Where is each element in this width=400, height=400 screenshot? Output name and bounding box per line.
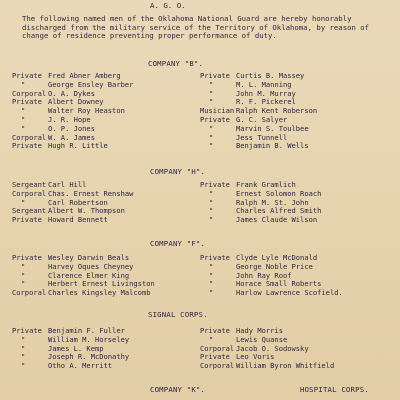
- roster-name: Jess Tunnell: [236, 132, 288, 142]
- roster-rank: Private: [12, 215, 42, 225]
- roster-name: Ralph M. St. John: [236, 197, 309, 207]
- roster-name: Leo Voris: [236, 352, 275, 362]
- roster-name: Hugh R. Little: [48, 141, 108, 151]
- roster-rank: Corporal: [200, 343, 235, 353]
- roster-rank: ": [21, 343, 26, 353]
- roster-name: Benjamin F. Fuller: [48, 326, 125, 335]
- roster-name: Herbert Ernest Livingston: [48, 279, 155, 289]
- roster-name: O. A. Dykes: [48, 88, 95, 98]
- roster-name: Carl Hill: [48, 180, 87, 189]
- section-title-company-f: COMPANY "F".: [150, 239, 206, 248]
- roster-rank: ": [209, 288, 214, 298]
- roster-row: [12, 216, 133, 225]
- roster-name: Albert Downey: [48, 97, 104, 107]
- roster-name: Harlow Lawrence Scofield.: [236, 288, 343, 298]
- roster-name: John Ray Roof: [236, 270, 292, 280]
- roster-rank: ": [209, 88, 214, 98]
- roster-rank: Private: [12, 253, 42, 262]
- roster-name: Albert W. Thompson: [48, 206, 125, 216]
- roster-name: O. P. Jones: [48, 123, 95, 133]
- company-f-right-column: [200, 254, 343, 298]
- roster-name: Ralph Kent Roberson: [236, 106, 318, 116]
- roster-name: Curtis B. Massey: [236, 71, 305, 80]
- roster-rank: Private: [12, 141, 42, 151]
- roster-rank: ": [21, 270, 26, 280]
- section-title-company-k: COMPANY "K".: [150, 385, 206, 394]
- roster-rank: ": [209, 279, 214, 289]
- roster-rank: Corporal: [12, 288, 47, 298]
- roster-rank: ": [209, 215, 214, 225]
- roster-name: George Ensley Barber: [48, 79, 134, 89]
- roster-name: George Noble Price: [236, 261, 313, 271]
- section-title-signal-corps: SIGNAL CORPS.: [148, 310, 208, 319]
- section-title-company-b: COMPANY "B".: [148, 59, 204, 68]
- roster-name: Harvey Oques Cheyney: [48, 261, 134, 271]
- roster-name: Hady Morris: [236, 326, 283, 335]
- roster-name: G. C. Salyer: [236, 114, 288, 124]
- roster-rank: ": [21, 279, 26, 289]
- roster-name: James Claude Wilson: [236, 215, 318, 225]
- roster-name: William M. Horseley: [48, 334, 130, 344]
- company-b-right-column: [200, 72, 317, 151]
- signal-corps-left-column: [12, 327, 129, 371]
- roster-rank: Private: [200, 114, 230, 124]
- roster-name: James L. Kemp: [48, 343, 104, 353]
- roster-rank: Private: [12, 71, 42, 80]
- header-reference: A. G. O.: [150, 1, 186, 10]
- roster-name: Ernest Solomon Roach: [236, 188, 322, 198]
- roster-rank: ": [209, 79, 214, 89]
- roster-name: Clyde Lyle McDonald: [236, 253, 318, 262]
- roster-rank: Sergeant: [12, 180, 47, 189]
- roster-rank: ": [209, 206, 214, 216]
- roster-name: Chas. Ernest Renshaw: [48, 188, 134, 198]
- roster-row: [200, 362, 334, 371]
- roster-name: Charles Alfred Smith: [236, 206, 322, 216]
- roster-rank: Sergeant: [12, 206, 47, 216]
- roster-row: [200, 142, 317, 151]
- roster-row: [12, 289, 155, 298]
- roster-name: John M. Murray: [236, 88, 296, 98]
- roster-name: Howard Bennett: [48, 215, 108, 225]
- roster-rank: ": [209, 261, 214, 271]
- roster-rank: Corporal: [12, 132, 47, 142]
- roster-rank: ": [21, 261, 26, 271]
- roster-rank: Private: [12, 97, 42, 107]
- roster-name: Charles Kingsley Malcomb: [48, 288, 151, 298]
- roster-rank: Corporal: [200, 361, 235, 371]
- roster-rank: Private: [200, 253, 230, 262]
- roster-name: Joseph R. McDonathy: [48, 352, 130, 362]
- section-title-hospital-corps: HOSPITAL CORPS.: [300, 385, 369, 394]
- roster-rank: Private: [200, 180, 230, 189]
- roster-row: [12, 362, 129, 371]
- roster-name: J. R. Hope: [48, 114, 91, 124]
- roster-name: Fred Abner Amberg: [48, 71, 121, 80]
- roster-rank: ": [209, 97, 214, 107]
- roster-rank: ": [209, 132, 214, 142]
- roster-rank: ": [21, 123, 26, 133]
- roster-rank: ": [21, 114, 26, 124]
- roster-name: Horace Small Roberts: [236, 279, 322, 289]
- roster-rank: ": [209, 141, 214, 151]
- roster-name: Frank Gramlich: [236, 180, 296, 189]
- roster-rank: ": [21, 79, 26, 89]
- roster-rank: ": [209, 334, 214, 344]
- signal-corps-right-column: [200, 327, 334, 371]
- company-h-right-column: [200, 181, 321, 225]
- roster-rank: Private: [200, 71, 230, 80]
- roster-name: Otho A. Merritt: [48, 361, 113, 371]
- roster-name: Lewis Quanse: [236, 334, 288, 344]
- roster-name: William Byron Whitfield: [236, 361, 335, 371]
- roster-name: Carl Robertson: [48, 197, 108, 207]
- roster-name: Benjamin B. Wells: [236, 141, 309, 151]
- roster-name: Wesley Darwin Beals: [48, 253, 130, 262]
- roster-rank: ": [209, 270, 214, 280]
- roster-row: [12, 142, 133, 151]
- roster-rank: Private: [200, 326, 230, 335]
- roster-rank: ": [21, 361, 26, 371]
- company-h-left-column: [12, 181, 133, 225]
- intro-paragraph: The following named men of the Oklahoma National Guard are hereby honorably discharged from the military service of the Territory of Oklahoma, by reason of change of residence preventing proper performance of duty.: [22, 14, 370, 41]
- roster-name: Clarence Elmer King: [48, 270, 130, 280]
- roster-rank: ": [209, 197, 214, 207]
- roster-row: [200, 216, 321, 225]
- roster-rank: ": [21, 106, 26, 116]
- roster-rank: Musician: [200, 106, 235, 116]
- roster-rank: ": [21, 334, 26, 344]
- roster-rank: ": [21, 352, 26, 362]
- company-f-left-column: [12, 254, 155, 298]
- roster-name: Walter Roy Heaston: [48, 106, 125, 116]
- roster-name: Jacob O. Sodowsky: [236, 343, 309, 353]
- roster-row: [200, 289, 343, 298]
- roster-name: W. A. James: [48, 132, 95, 142]
- roster-rank: Corporal: [12, 88, 47, 98]
- company-b-left-column: [12, 72, 133, 151]
- roster-rank: Private: [12, 326, 42, 335]
- roster-name: M. L. Manning: [236, 79, 292, 89]
- roster-rank: ": [209, 188, 214, 198]
- roster-name: Marvin S. Toulbee: [236, 123, 309, 133]
- roster-rank: Corporal: [12, 188, 47, 198]
- roster-rank: Private: [200, 352, 230, 362]
- roster-rank: ": [209, 123, 214, 133]
- roster-rank: ": [21, 197, 26, 207]
- roster-name: R. F. Pickerel: [236, 97, 296, 107]
- section-title-company-h: COMPANY "H".: [150, 167, 206, 176]
